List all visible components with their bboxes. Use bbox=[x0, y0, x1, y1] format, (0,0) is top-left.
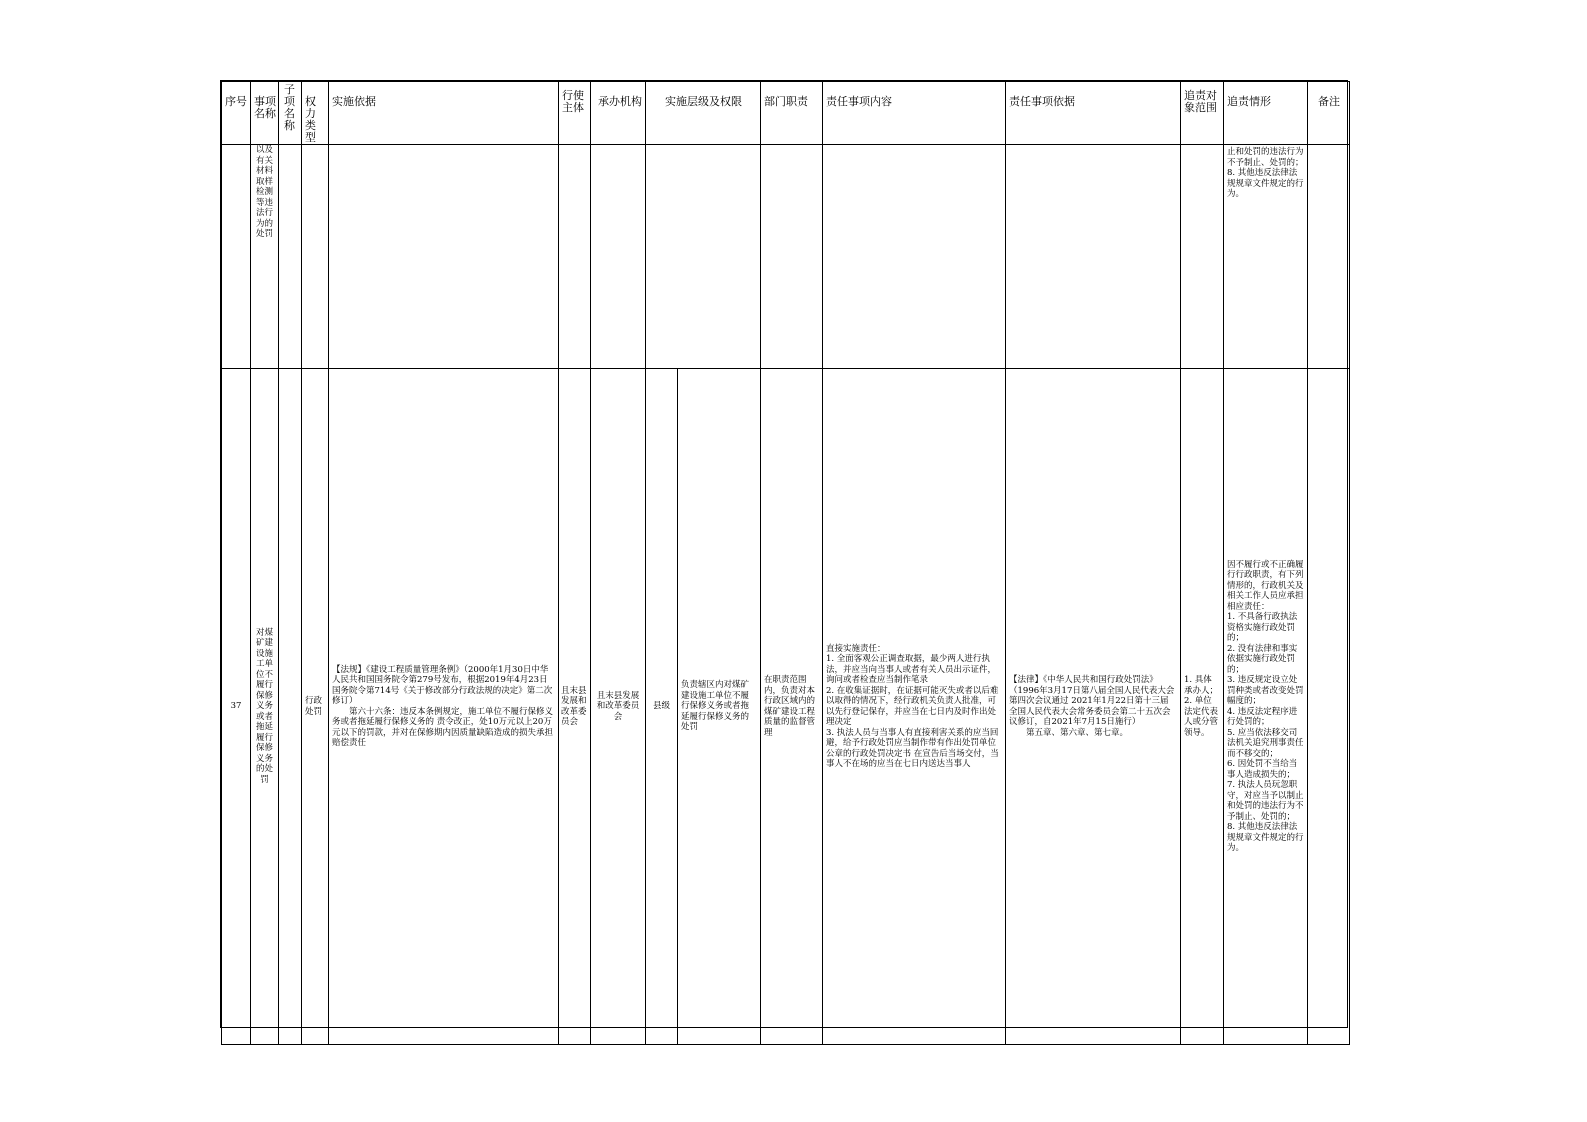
header-item-name: 事项名称 bbox=[251, 82, 279, 145]
header-content: 责任事项内容 bbox=[823, 82, 1006, 145]
remark-cell bbox=[1308, 369, 1350, 1045]
header-org: 承办机构 bbox=[591, 82, 646, 145]
header-power-type: 权力类型 bbox=[302, 82, 329, 145]
header-level: 实施层级及权限 bbox=[646, 82, 761, 145]
header-situation: 追责情形 bbox=[1224, 82, 1308, 145]
content-cell: 直接实施责任： 1. 全面客观公正调查取据，最少两人进行执法，并应当向当事人或者有关人员出示证件，询问或者检查应当制作笔录 2. 在收集证据时，在证据可能灭失或者以后难以取得的情况下，经行政机关负责人批准，可以先行登记保存，并应当在七日内及时作出处理决定 3. 执法人员与当事人有直接利害关系的应当回避，给予行政处罚应当制作带有作出处罚单位公章的行政处罚决定书 在宣告后当场交付，当事人不在场的应当在七日内送达当事人 bbox=[823, 369, 1006, 1045]
basis-cell: 【法规】《建设工程质量管理条例》（2000年1月30日中华人民共和国国务院令第279号发布，根据2019年4月23日国务院令第714号《关于修改部分行政法规的决定》第二次修订） 第六十六条：违反本条例规定，施工单位不履行保修义务或者拖延履行保修义务的 责令改正，处10万元以上20万元以下的罚款，并对在保修期内因质量缺陷造成的损失承担赔偿责任 bbox=[329, 369, 559, 1045]
situation-cell: 因不履行或不正确履行行政职责，有下列情形的，行政机关及相关工作人员应承担相应责任： 1. 不具备行政执法资格实施行政处罚的； 2. 没有法律和事实依据实施行政处罚的； 3. 违反规定设立处罚种类或者改变处罚幅度的； 4. 违反法定程序进行处罚的； 5. 应当依法移交司法机关追究刑事责任而不移交的； 6. 因处罚不当给当事人造成损失的； 7. 执法人员玩忽职守，对应当予以制止和处罚的违法行为不予制止、处罚的； 8. 其他违反法律法规规章文件规定的行为。 bbox=[1224, 369, 1308, 1045]
power-type-cell: 行政处罚 bbox=[302, 369, 329, 1045]
seq-cell: 37 bbox=[222, 369, 251, 1045]
sub-item-cell bbox=[279, 369, 302, 1045]
resp-basis-cell: 【法律】《中华人民共和国行政处罚法》（1996年3月17日第八届全国人民代表大会第四次会议通过 2021年1月22日第十三届全国人民代表大会常务委员会第二十五次会议修订，自2021年7月15日施行） 第五章、第六章、第七章。 bbox=[1006, 369, 1181, 1045]
org-cell: 且末县发展和改革委员会 bbox=[591, 369, 646, 1045]
level-scope-cell: 负责辖区内对煤矿建设施工单位不履行保修义务或者拖延履行保修义务的处罚 bbox=[678, 369, 761, 1045]
power-list-table bbox=[221, 81, 1350, 1045]
header-remark: 备注 bbox=[1308, 82, 1350, 145]
responsibility-list-sheet bbox=[220, 80, 1348, 1028]
subject-cell: 且末县发展和改革委员会 bbox=[559, 369, 591, 1045]
level-cell: 县级 bbox=[646, 369, 678, 1045]
header-sub-item: 子项名称 bbox=[279, 82, 302, 145]
header-row bbox=[222, 82, 1350, 145]
situation-cell: 止和处罚的违法行为不予制止、处罚的； 8. 其他违反法律法规规章文件规定的行为。 bbox=[1224, 145, 1308, 369]
item-name-cell: 以及有关材料取样检测等违法行为的处罚 bbox=[251, 145, 279, 369]
scope-cell: 1. 具体承办人； 2. 单位法定代表人或分管领导。 bbox=[1181, 369, 1224, 1045]
header-seq: 序号 bbox=[222, 82, 251, 145]
table-row bbox=[222, 369, 1350, 1045]
item-name-cell: 对煤矿建设施工单位不履行保修义务或者拖延履行保修义务的处罚 bbox=[251, 369, 279, 1045]
duty-cell: 在职责范围内，负责对本行政区域内的煤矿建设工程质量的监督管理 bbox=[761, 369, 823, 1045]
header-resp-basis: 责任事项依据 bbox=[1006, 82, 1181, 145]
header-duty: 部门职责 bbox=[761, 82, 823, 145]
header-scope: 追责对象范围 bbox=[1181, 82, 1224, 145]
table-row bbox=[222, 145, 1350, 369]
header-subject: 行使主体 bbox=[559, 82, 591, 145]
header-basis: 实施依据 bbox=[329, 82, 559, 145]
